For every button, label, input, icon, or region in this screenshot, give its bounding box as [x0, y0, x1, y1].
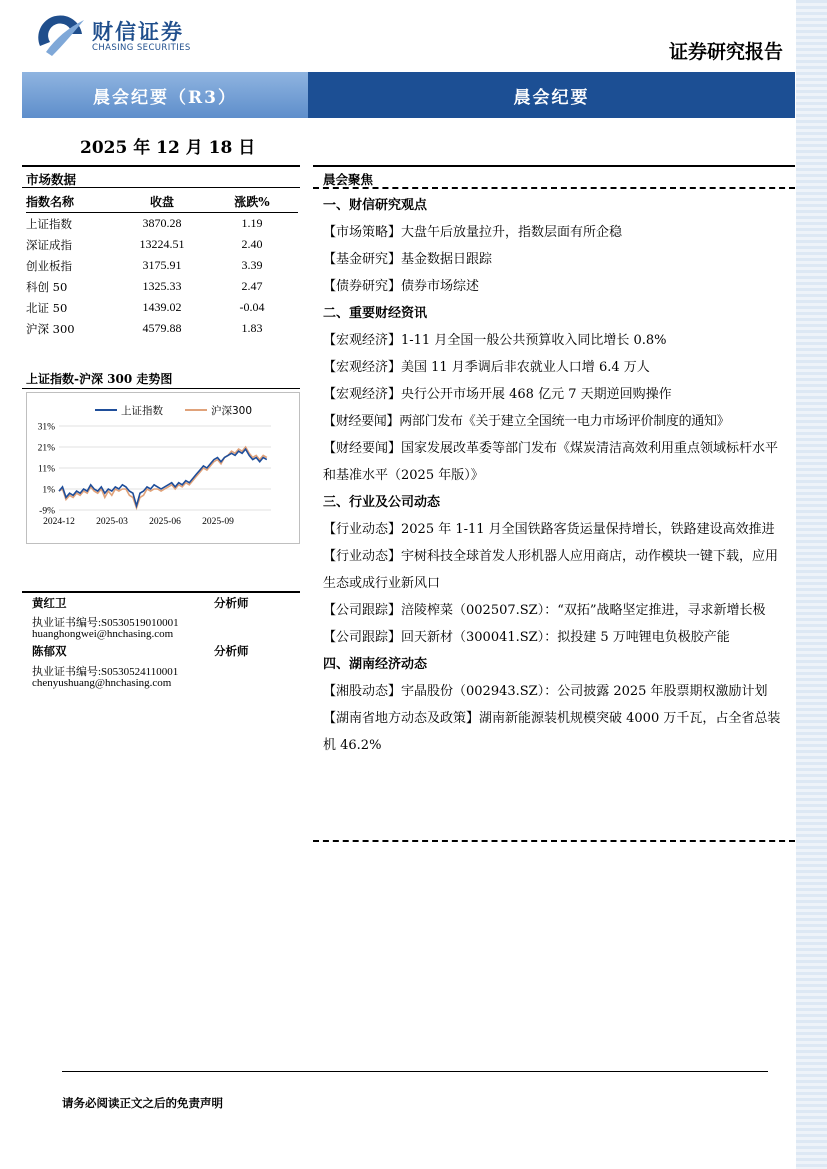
- x-tick-label: 2024-12: [43, 517, 75, 527]
- y-tick-label: 11%: [37, 464, 55, 475]
- y-tick-label: 21%: [37, 443, 55, 454]
- decorative-side-strip: [796, 0, 827, 1169]
- table-row: [26, 255, 298, 276]
- trend-chart: [26, 392, 300, 544]
- footer-divider: [62, 1071, 768, 1072]
- banner-left-title: 晨会纪要（R3）: [22, 72, 308, 118]
- y-tick-label: -9%: [39, 506, 55, 517]
- index-change: 1.19: [241, 216, 263, 230]
- divider: [22, 591, 300, 593]
- report-type-title: 证券研究报告: [668, 41, 783, 63]
- index-change: -0.04: [239, 300, 265, 314]
- section-heading: 三、行业及公司动态: [323, 495, 441, 510]
- dashed-divider: [313, 187, 795, 189]
- x-tick-label: 2025-09: [202, 517, 234, 527]
- analyst-license: 执业证书编号:S0530519010001: [32, 617, 179, 629]
- analyst-name: 黄红卫: [32, 596, 67, 610]
- analyst-email[interactable]: chenyushuang@hnchasing.com: [32, 677, 172, 689]
- list-item[interactable]: 【财经要闻】国家发展改革委等部门发布《煤炭清洁高效利用重点领域标杆水平和基准水平（2025 年版）》: [323, 441, 779, 483]
- column-header: 指数名称: [26, 191, 118, 213]
- focus-title: 晨会聚焦: [323, 172, 374, 187]
- logo-text-cn: 财信证券: [92, 20, 184, 44]
- divider: [22, 187, 300, 188]
- index-close: 4579.88: [142, 321, 182, 335]
- list-item[interactable]: 【基金研究】基金数据日跟踪: [323, 252, 493, 267]
- x-tick-label: 2025-06: [149, 517, 181, 527]
- divider: [22, 388, 300, 389]
- legend-label: 沪深300: [211, 405, 253, 417]
- legend-label: 上证指数: [121, 405, 163, 417]
- divider: [313, 165, 795, 167]
- index-close: 3175.91: [142, 258, 182, 272]
- index-name: 深证成指: [26, 237, 72, 252]
- index-name: 科创 50: [26, 279, 68, 294]
- table-row: [26, 318, 298, 339]
- section-heading: 一、财信研究观点: [323, 198, 428, 213]
- list-item[interactable]: 【宏观经济】美国 11 月季调后非农就业人口增 6.4 万人: [323, 360, 650, 375]
- chart-title: 上证指数-沪深 300 走势图: [26, 372, 173, 386]
- list-item[interactable]: 【公司跟踪】涪陵榨菜（002507.SZ）：“双拓”战略坚定推进，寻求新增长极: [323, 603, 766, 618]
- column-header: 涨跌%: [206, 191, 298, 213]
- y-tick-label: 31%: [37, 422, 55, 433]
- trend-chart-svg: [27, 393, 299, 543]
- list-item[interactable]: 【宏观经济】央行公开市场开展 468 亿元 7 天期逆回购操作: [323, 387, 672, 402]
- list-item[interactable]: 【湘股动态】宇晶股份（002943.SZ）：公司披露 2025 年股票期权激励计划: [323, 684, 768, 699]
- analyst-email[interactable]: huanghongwei@hnchasing.com: [32, 628, 174, 640]
- column-header: 收盘: [118, 191, 206, 213]
- analyst-name: 陈郁双: [32, 644, 67, 658]
- divider: [22, 165, 300, 167]
- table-row: [26, 297, 298, 318]
- index-name: 北证 50: [26, 300, 68, 315]
- list-item[interactable]: 【债券研究】债券市场综述: [323, 279, 480, 294]
- list-item[interactable]: 【公司跟踪】回天新材（300041.SZ）：拟投建 5 万吨锂电负极胶产能: [323, 630, 730, 645]
- series-line: [59, 449, 267, 506]
- report-date: 2025 年 12 月 18 日: [80, 138, 256, 158]
- list-item[interactable]: 【市场策略】大盘午后放量拉升，指数层面有所企稳: [323, 225, 623, 240]
- index-close: 1439.02: [142, 300, 182, 314]
- table-row: [26, 276, 298, 297]
- section-heading: 四、湖南经济动态: [323, 657, 428, 672]
- index-change: 2.47: [241, 279, 263, 293]
- index-close: 13224.51: [139, 237, 185, 251]
- analyst-role: 分析师: [214, 644, 249, 658]
- index-name: 上证指数: [26, 216, 72, 231]
- market-data-title: 市场数据: [26, 172, 77, 187]
- analyst-license: 执业证书编号:S0530524110001: [32, 666, 179, 678]
- y-tick-label: 1%: [42, 485, 55, 496]
- index-name: 创业板指: [26, 258, 72, 273]
- list-item[interactable]: 【行业动态】2025 年 1-11 月全国铁路客货运量保持增长，铁路建设高效推进: [323, 522, 775, 537]
- list-item[interactable]: 【财经要闻】两部门发布《关于建立全国统一电力市场评价制度的通知》: [323, 414, 730, 429]
- index-change: 1.83: [241, 321, 263, 335]
- index-change: 2.40: [241, 237, 263, 251]
- section-heading: 二、重要财经资讯: [323, 306, 428, 321]
- list-item[interactable]: 【湖南省地方动态及政策】湖南新能源装机规模突破 4000 万千瓦，占全省总装机 46.2%: [323, 711, 781, 753]
- disclaimer-note: 请务必阅读正文之后的免责声明: [62, 1096, 223, 1110]
- index-close: 1325.33: [142, 279, 182, 293]
- logo-mark-icon: [36, 12, 86, 58]
- analyst-role: 分析师: [214, 596, 249, 610]
- list-item[interactable]: 【宏观经济】1-11 月全国一般公共预算收入同比增长 0.8%: [323, 333, 667, 348]
- dashed-divider: [313, 840, 795, 842]
- x-tick-label: 2025-03: [96, 517, 128, 527]
- index-change: 3.39: [241, 258, 263, 272]
- index-name: 沪深 300: [26, 321, 75, 336]
- focus-content: [323, 192, 789, 759]
- table-row: [26, 234, 298, 255]
- logo-text-en: CHASING SECURITIES: [92, 43, 191, 53]
- banner-right-title: 晨会纪要: [308, 72, 795, 118]
- list-item[interactable]: 【行业动态】宇树科技全球首发人形机器人应用商店，动作模块一键下载，应用生态或成行业新风口: [323, 549, 779, 591]
- market-data-table: [26, 191, 298, 339]
- series-line: [59, 447, 267, 508]
- table-row: [26, 213, 298, 235]
- company-logo: [36, 12, 236, 60]
- index-close: 3870.28: [142, 216, 182, 230]
